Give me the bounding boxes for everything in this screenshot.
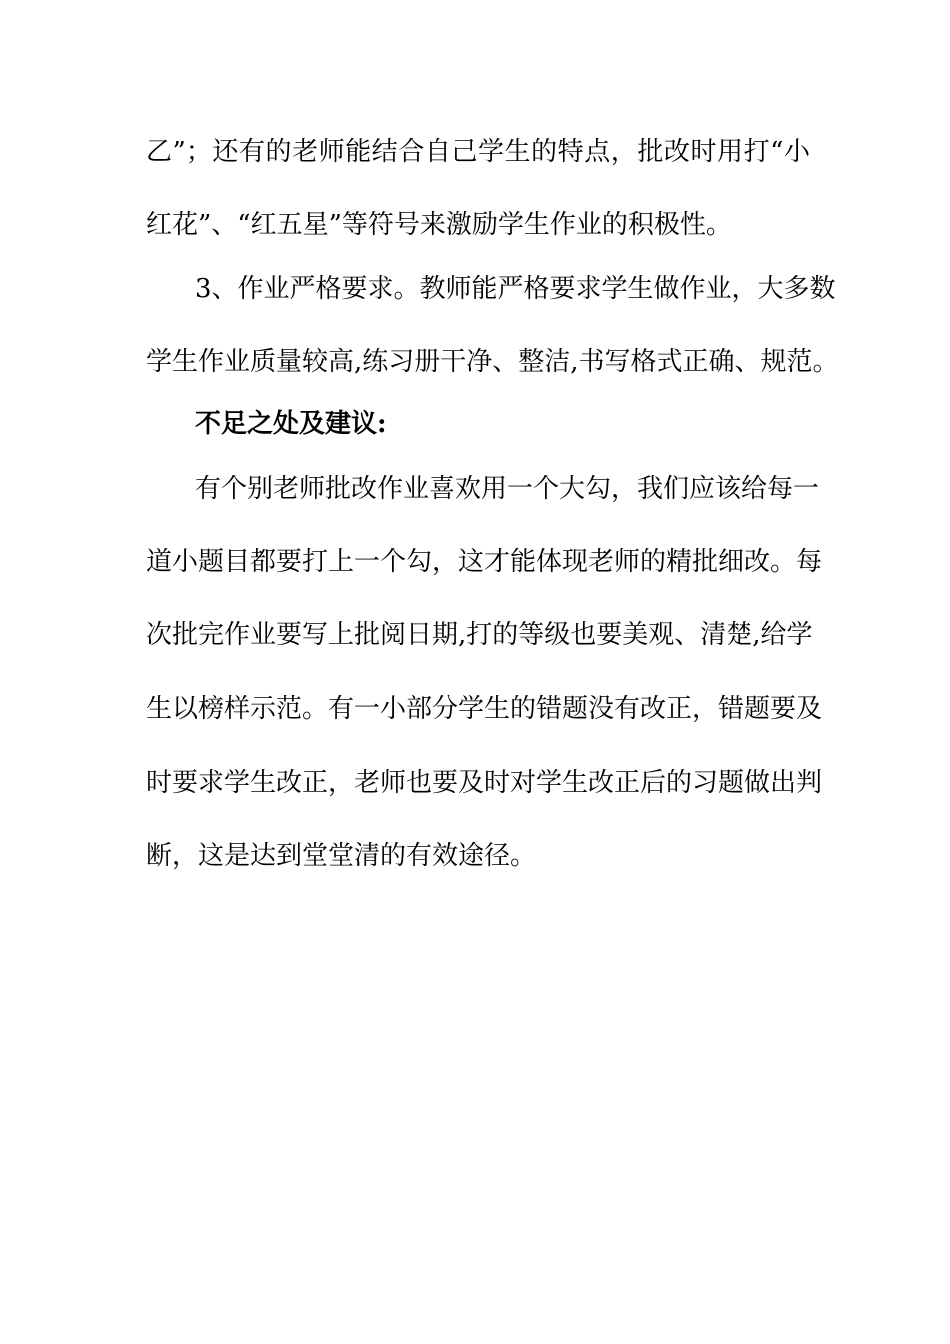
paragraph-line: 时要求学生改正，老师也要及时对学生改正后的习题做出判 bbox=[146, 768, 823, 798]
paragraph-line: 次批完作业要写上批阅日期,打的等级也要美观、清楚,给学 bbox=[146, 620, 813, 650]
paragraph-line: 有个别老师批改作业喜欢用一个大勾，我们应该给每一 bbox=[195, 474, 820, 504]
paragraph-line: 生以榜样示范。有一小部分学生的错题没有改正，错题要及 bbox=[146, 694, 823, 724]
paragraph-line: 道小题目都要打上一个勾，这才能体现老师的精批细改。每 bbox=[146, 547, 823, 577]
section-heading: 不足之处及建议: bbox=[195, 409, 387, 439]
paragraph-line: 红花”、“红五星”等符号来激励学生作业的积极性。 bbox=[146, 210, 732, 240]
paragraph-line: 学生作业质量较高,练习册干净、整洁,书写格式正确、规范。 bbox=[146, 347, 839, 377]
paragraph-line: 断，这是达到堂堂清的有效途径。 bbox=[146, 841, 537, 871]
paragraph-line: 乙”；还有的老师能结合自己学生的特点，批改时用打“小 bbox=[146, 137, 810, 167]
paragraph-line: 3、作业严格要求。教师能严格要求学生做作业，大多数 bbox=[195, 274, 836, 304]
